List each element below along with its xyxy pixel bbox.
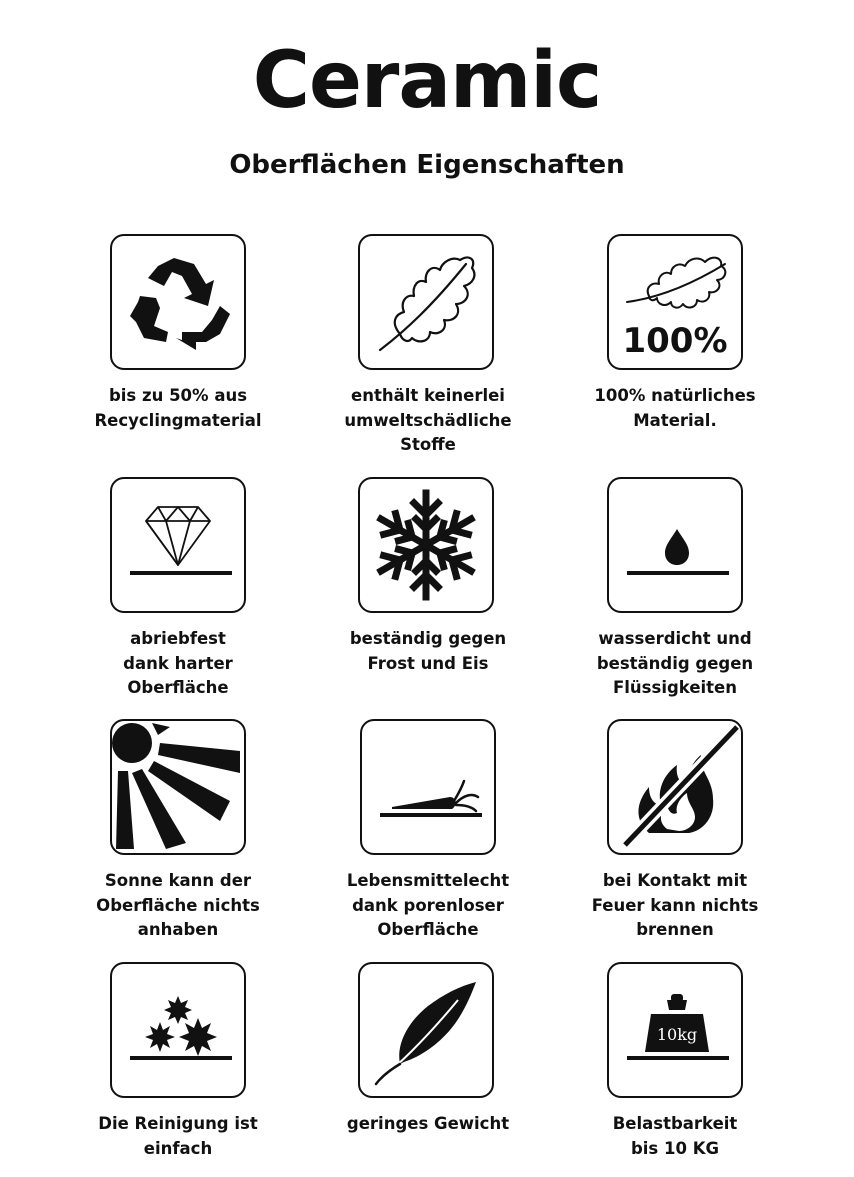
snowflake-icon [360, 479, 491, 610]
icon-frame [358, 477, 494, 613]
feature-caption: Lebensmittelecht dank porenloser Oberfläche [346, 871, 510, 939]
feature-caption: beständig gegen Frost und Eis [349, 629, 507, 673]
weight-label: 10kg [656, 1025, 698, 1044]
sparkle-clean-icon [112, 964, 243, 1095]
carrot-icon [362, 721, 493, 852]
feature-caption: wasserdicht und beständig gegen Flüssigkeiten [596, 629, 754, 697]
icon-frame [607, 234, 743, 370]
page-subtitle: Oberflächen Eigenschaften [229, 150, 625, 180]
icon-frame [110, 477, 246, 613]
water-drop-icon [609, 479, 740, 610]
feature-caption: abriebfest dank harter Oberfläche [123, 629, 233, 697]
percent-label: 100% [622, 321, 728, 361]
feature-caption: geringes Gewicht [346, 1114, 510, 1133]
no-fire-icon [609, 721, 740, 852]
icon-frame [358, 234, 494, 370]
feature-caption: Die Reinigung ist einfach [98, 1114, 258, 1158]
icon-frame [607, 719, 743, 855]
feature-caption: bis zu 50% aus Recyclingmaterial [94, 386, 262, 430]
leaf-100-percent-icon [609, 236, 740, 367]
feature-caption: bei Kontakt mit Feuer kann nichts brennen [591, 871, 759, 939]
feature-caption: Belastbarkeit bis 10 KG [612, 1114, 738, 1158]
icon-frame [110, 234, 246, 370]
feature-caption: enthält keinerlei umweltschädliche Stoffe [344, 386, 512, 454]
feather-icon [360, 964, 491, 1095]
icon-frame [607, 477, 743, 613]
page-title: Ceramic [252, 36, 602, 126]
leaf-icon [360, 236, 491, 367]
icon-frame [607, 962, 743, 1098]
weight-icon [609, 964, 740, 1095]
feature-caption: 100% natürliches Material. [594, 386, 756, 430]
icon-frame [360, 719, 496, 855]
icon-frame [358, 962, 494, 1098]
recycle-icon [112, 236, 243, 367]
icon-frame [110, 719, 246, 855]
feature-caption: Sonne kann der Oberfläche nichts anhaben [96, 871, 260, 939]
icon-frame [110, 962, 246, 1098]
sun-icon [112, 721, 243, 852]
diamond-icon [112, 479, 243, 610]
